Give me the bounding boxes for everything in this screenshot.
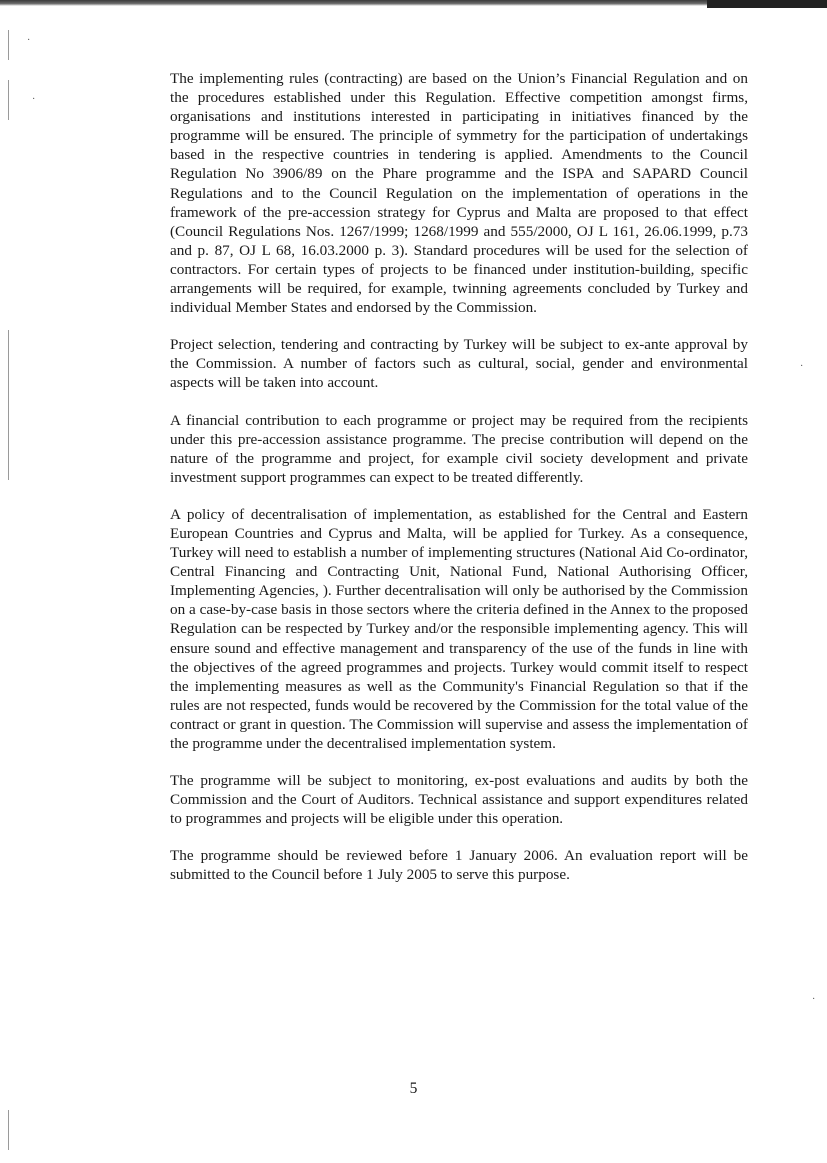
paragraph-project-selection: Project selection, tendering and contracting by Turkey will be subject to ex-ante approval by the Commission. A number of factors such as cultural, social, gender and environmental aspects will be taken into account. — [170, 336, 748, 392]
scan-margin-mark — [8, 1110, 9, 1150]
document-body — [170, 69, 748, 903]
paragraph-review: The programme should be reviewed before 1 January 2006. An evaluation report will be submitted to the Council before 1 July 2005 to serve this purpose. — [170, 847, 748, 884]
paragraph-monitoring: The programme will be subject to monitoring, ex-post evaluations and audits by both the Commission and the Court of Auditors. Technical assistance and support expenditures related to programmes and projects will be eligible under this operation. — [170, 772, 748, 828]
scan-speck: · — [32, 94, 36, 105]
scan-speck: · — [800, 361, 804, 372]
paragraph-financial-contribution: A financial contribution to each programme or project may be required from the recipients under this pre-accession assistance programme. The precise contribution will depend on the nature of the programme and project, for example civil society development and private investment support programmes can expect to be treated differently. — [170, 411, 748, 486]
scan-speck: · — [27, 35, 31, 46]
scan-margin-mark — [8, 330, 9, 480]
page-number: 5 — [409, 1080, 418, 1097]
scan-speck: · — [812, 994, 816, 1005]
paragraph-decentralisation: A policy of decentralisation of implementation, as established for the Central and Eastern European Countries and Cyprus and Malta, will be applied for Turkey. As a consequence, Turkey will need to establish a number of implementing structures (National Aid Co-ordinator, Central Financing and Contracting Unit, National Fund, National Authorising Officer, Implementing Agencies, ). Further decentralisation will only be authorised by the Commission on a case-by-case basis in those sectors where the criteria defined in the Annex to the proposed Regulation can be respected by Turkey and/or the responsible implementing agency. This will ensure sound and effective management and transparency of the use of the funds in line with the objectives of the agreed programmes and projects. Turkey would commit itself to respect the implementing measures as well as the Community's Financial Regulation so that if the rules are not respected, funds would be recovered by the Commission for the total value of the contract or grant in question. The Commission will supervise and assess the implementation of the programme under the decentralised implementation system. — [170, 505, 748, 752]
scan-margin-mark — [8, 30, 9, 60]
paragraph-implementing-rules: The implementing rules (contracting) are based on the Union’s Financial Regulation and on the procedures established under this Regulation. Effective competition amongst firms, organisations and institutions interested in participating in initiatives financed by the programme will be ensured. The principle of symmetry for the participation of undertakings based in the respective countries in tendering is applied. Amendments to the Council Regulation No 3906/89 on the Phare programme and the ISPA and SAPARD Council Regulations and to the Council Regulation on the implementation of operations in the framework of the pre-accession strategy for Cyprus and Malta are proposed to that effect (Council Regulations Nos. 1267/1999; 1268/1999 and 555/2000, OJ L 161, 26.06.1999, p.73 and p. 87, OJ L 68, 16.03.2000 p. 3). Standard procedures will be used for the selection of contractors. For certain types of projects to be financed under institution-building, specific arrangements will be required, for example, twinning agreements concluded by Turkey and individual Member States and endorsed by the Commission. — [170, 70, 748, 317]
scan-margin-mark — [8, 80, 9, 120]
scan-top-edge — [0, 0, 827, 6]
